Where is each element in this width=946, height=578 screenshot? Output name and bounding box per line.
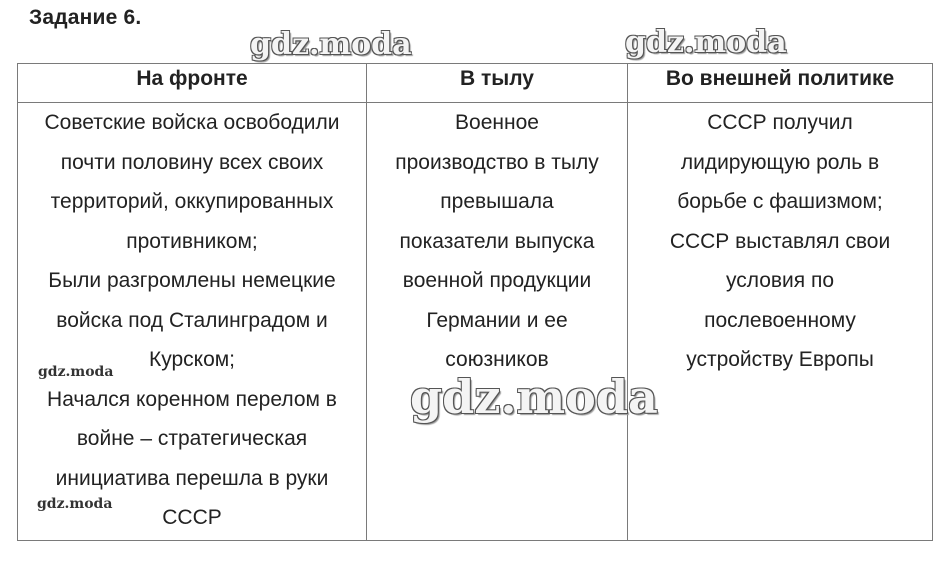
cell-line: противником; [126,229,258,253]
column-header-front: На фронте [18,64,367,103]
watermark: gdz.moda [625,25,787,60]
cell-foreign-policy [628,103,933,541]
cell-line: Военное [455,111,539,134]
cell-line: Советские войска освободили [44,111,340,134]
cell-line: Курском; [148,348,236,371]
cell-line: Начался коренном перелом в [47,387,337,411]
table-header-row [18,64,933,103]
watermark: gdz.moda [410,370,658,424]
cell-line: СССР получил [707,111,853,134]
cell-line: Германии и ее [426,308,568,332]
cell-front [18,103,367,541]
cell-line: территорий, оккупированных [50,190,334,213]
cell-line: СССР [162,506,222,529]
cell-line: союзников [445,348,549,371]
watermark: gdz.moda [37,496,113,512]
cell-line: устройству Европы [686,348,874,371]
cell-line: военной продукции [402,269,592,292]
cell-line: условия по [725,269,835,292]
cell-line: войска под Сталинградом и [56,308,328,332]
cell-line: Были разгромлены немецкие [48,269,336,292]
cell-line: показатели выпуска [399,229,595,253]
answer-table [17,63,933,541]
watermark: gdz.moda [38,364,114,380]
task-title: Задание 6. [29,6,142,29]
cell-line: превышала [440,190,554,213]
cell-line: производство в тылу [395,150,599,174]
cell-line: инициатива перешла в руки [55,466,329,490]
column-header-rear: В тылу [367,64,628,103]
cell-line: войне – стратегическая [76,427,308,450]
watermark: gdz.moda [250,27,412,62]
cell-line: СССР выставлял свои [669,229,891,253]
cell-line: лидирующую роль в [680,150,880,174]
table-row [18,103,933,541]
cell-line: почти половину всех своих [60,150,324,174]
cell-rear [367,103,628,541]
cell-line: борьбе с фашизмом; [677,190,883,213]
cell-line: послевоенному [704,308,856,332]
column-header-foreign-policy: Во внешней политике [628,64,933,103]
